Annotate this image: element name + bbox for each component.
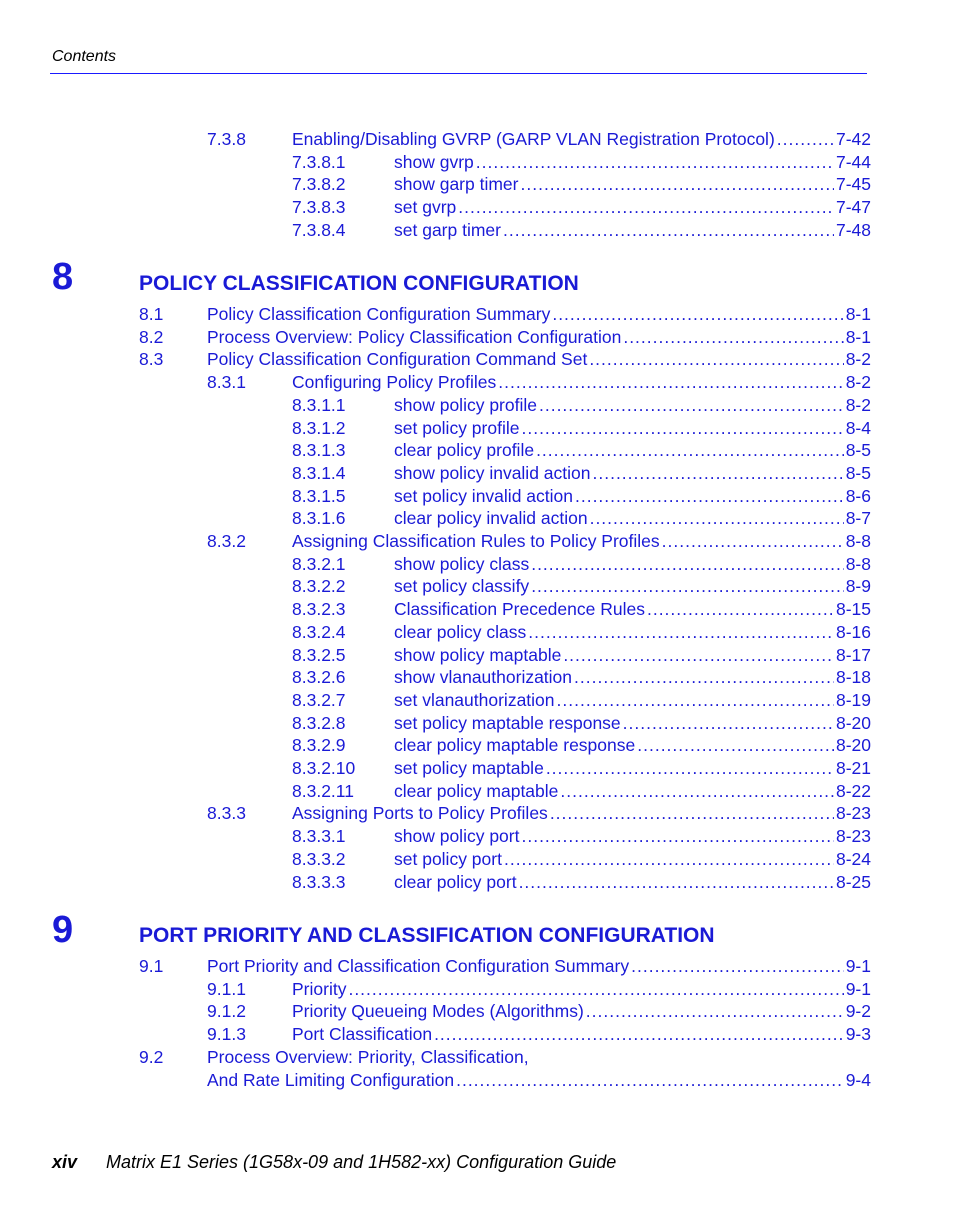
toc-entry-page: 8-24 bbox=[835, 848, 871, 869]
toc-leader-dots bbox=[575, 485, 844, 508]
toc-entry-page: 8-19 bbox=[835, 689, 871, 710]
toc-entry-title: Process Overview: Priority, Classification, bbox=[207, 1046, 529, 1067]
toc-entry-number: 9.2 bbox=[139, 1046, 164, 1067]
toc-entry[interactable] bbox=[139, 303, 871, 326]
toc-leader-dots bbox=[557, 689, 834, 712]
toc-entry-title: set policy profile bbox=[394, 417, 520, 438]
toc-entry-title: And Rate Limiting Configuration bbox=[207, 1069, 455, 1090]
toc-entry-page: 7-45 bbox=[835, 174, 871, 195]
toc-entry-number: 8.3.2.8 bbox=[292, 712, 346, 733]
toc-entry[interactable] bbox=[292, 825, 871, 848]
toc-entry-page: 9-1 bbox=[845, 956, 871, 976]
page-header-label: Contents bbox=[52, 48, 117, 65]
toc-entry-number: 9.1.2 bbox=[207, 1001, 246, 1022]
toc-entry[interactable] bbox=[292, 644, 871, 667]
toc-leader-dots bbox=[458, 196, 834, 219]
toc-leader-dots bbox=[623, 326, 843, 349]
toc-entry-page: 8-8 bbox=[845, 531, 871, 551]
toc-entry[interactable] bbox=[292, 848, 871, 871]
toc-entry[interactable] bbox=[292, 689, 871, 712]
toc-leader-dots bbox=[531, 553, 844, 576]
toc-entry-title: set gvrp bbox=[394, 197, 457, 218]
toc-entry-page: 8-17 bbox=[835, 644, 871, 665]
toc-entry-number: 8.3.1.2 bbox=[292, 417, 346, 438]
toc-entry-number: 8.3.2.9 bbox=[292, 735, 346, 756]
toc-entry-title: Policy Classification Configuration Summary bbox=[207, 304, 551, 324]
chapter-title[interactable]: PORT PRIORITY AND CLASSIFICATION CONFIGURATION bbox=[139, 924, 715, 947]
toc-entry[interactable] bbox=[207, 530, 871, 553]
toc-entry[interactable] bbox=[292, 621, 871, 644]
toc-entry[interactable] bbox=[292, 462, 871, 485]
toc-entry-title: Process Overview: Policy Classification Configuration bbox=[207, 326, 622, 347]
toc-entry-page: 9-2 bbox=[845, 1001, 871, 1022]
toc-entry-number: 8.3.2.5 bbox=[292, 644, 346, 665]
toc-leader-dots bbox=[504, 848, 834, 871]
toc-entry-number: 7.3.8.2 bbox=[292, 174, 346, 195]
toc-leader-dots bbox=[550, 802, 834, 825]
toc-entry-title: show policy profile bbox=[394, 394, 537, 415]
toc-entry-page: 8-4 bbox=[845, 417, 871, 438]
toc-leader-dots bbox=[531, 575, 844, 598]
toc-entry[interactable] bbox=[292, 394, 871, 417]
toc-entry-title: Port Priority and Classification Configuration Summary bbox=[207, 956, 630, 976]
toc-entry-page: 8-6 bbox=[845, 485, 871, 506]
toc-entry-number: 8.3.1.3 bbox=[292, 440, 346, 461]
toc-entry-number: 8.3.2.7 bbox=[292, 689, 346, 710]
toc-entry-page: 7-44 bbox=[835, 151, 871, 172]
toc-entry[interactable] bbox=[292, 666, 871, 689]
toc-leader-dots bbox=[348, 978, 843, 1001]
toc-entry[interactable] bbox=[292, 734, 871, 757]
toc-entry-page: 8-5 bbox=[845, 440, 871, 461]
footer-page-number: xiv bbox=[52, 1152, 78, 1172]
toc-entry[interactable] bbox=[292, 196, 871, 219]
chapter-title[interactable]: POLICY CLASSIFICATION CONFIGURATION bbox=[139, 272, 579, 295]
toc-entry-number: 8.3.2 bbox=[207, 531, 246, 551]
toc-entry-number: 7.3.8 bbox=[207, 129, 246, 149]
toc-leader-dots bbox=[560, 780, 834, 803]
toc-entry[interactable] bbox=[207, 128, 871, 151]
toc-entry-page: 8-2 bbox=[845, 394, 871, 415]
toc-entry-title: Priority bbox=[292, 978, 347, 999]
toc-entry-number: 8.3.3.1 bbox=[292, 826, 346, 847]
toc-leader-dots bbox=[521, 417, 843, 440]
toc-entry[interactable] bbox=[292, 151, 871, 174]
toc-leader-dots bbox=[637, 734, 834, 757]
toc-entry-page: 9-4 bbox=[845, 1069, 871, 1090]
toc-entry-page: 8-7 bbox=[845, 508, 871, 529]
toc-entry-page: 8-23 bbox=[835, 826, 871, 847]
toc-entry-number: 7.3.8.3 bbox=[292, 197, 346, 218]
toc-leader-dots bbox=[777, 128, 834, 151]
toc-leader-dots bbox=[456, 1069, 844, 1092]
toc-leader-dots bbox=[563, 644, 834, 667]
toc-entry[interactable] bbox=[139, 326, 871, 349]
toc-entry-number: 8.3.1.4 bbox=[292, 462, 346, 483]
toc-entry[interactable] bbox=[292, 173, 871, 196]
toc-leader-dots bbox=[552, 303, 843, 326]
toc-entry-title: Classification Precedence Rules bbox=[394, 599, 645, 620]
toc-entry-number: 8.3.2.3 bbox=[292, 599, 346, 620]
toc-leader-dots bbox=[593, 462, 844, 485]
toc-entry-page: 8-23 bbox=[835, 803, 871, 824]
toc-entry-number: 8.3.1.5 bbox=[292, 485, 346, 506]
toc-entry-page: 9-3 bbox=[845, 1024, 871, 1045]
toc-entry[interactable] bbox=[292, 507, 871, 530]
toc-entry-title: set garp timer bbox=[394, 219, 501, 240]
toc-entry-title: show garp timer bbox=[394, 174, 519, 195]
toc-entry-title: Priority Queueing Modes (Algorithms) bbox=[292, 1001, 584, 1022]
toc-entry-number: 8.3.1.1 bbox=[292, 394, 346, 415]
toc-entry-number: 8.3.2.10 bbox=[292, 758, 356, 778]
toc-entry-number: 8.3.2.4 bbox=[292, 621, 346, 642]
toc-entry-title: set policy maptable response bbox=[394, 712, 621, 733]
toc-entry-title: clear policy port bbox=[394, 871, 517, 892]
toc-entry-page: 8-2 bbox=[845, 372, 871, 393]
toc-entry-number: 8.1 bbox=[139, 304, 164, 324]
toc-entry[interactable] bbox=[292, 485, 871, 508]
toc-leader-dots bbox=[521, 173, 834, 196]
toc-entry-number: 9.1 bbox=[139, 956, 164, 976]
toc-entry[interactable] bbox=[292, 712, 871, 735]
toc-leader-dots bbox=[574, 666, 834, 689]
toc-entry-title: show policy invalid action bbox=[394, 462, 591, 483]
toc-entry[interactable] bbox=[139, 348, 871, 371]
toc-entry-number: 8.3.1.6 bbox=[292, 508, 346, 529]
toc-entry-page: 7-42 bbox=[835, 129, 871, 149]
toc-entry-number: 7.3.8.4 bbox=[292, 219, 346, 240]
toc-leader-dots bbox=[528, 621, 834, 644]
toc-entry-page: 8-20 bbox=[835, 735, 871, 756]
toc-entry-title: show policy maptable bbox=[394, 644, 562, 665]
toc-entry-page: 8-21 bbox=[835, 758, 871, 778]
toc-leader-dots bbox=[476, 151, 834, 174]
toc-entry-number: 8.3 bbox=[139, 349, 164, 370]
toc-entry-page: 8-1 bbox=[845, 304, 871, 324]
toc-entry-title: clear policy maptable response bbox=[394, 735, 636, 756]
toc-entry-number: 8.3.3.3 bbox=[292, 871, 346, 892]
toc-leader-dots bbox=[647, 598, 834, 621]
toc-entry-number: 7.3.8.1 bbox=[292, 151, 346, 172]
toc-entry-page: 7-48 bbox=[835, 219, 871, 240]
toc-entry-number: 8.3.1 bbox=[207, 372, 246, 393]
toc-entry[interactable] bbox=[207, 371, 871, 394]
toc-entry[interactable] bbox=[292, 439, 871, 462]
toc-leader-dots bbox=[586, 1000, 844, 1023]
toc-entry-title: set policy classify bbox=[394, 576, 530, 597]
toc-entry[interactable] bbox=[292, 598, 871, 621]
chapter-number: 8 bbox=[52, 256, 74, 298]
toc-entry-page: 8-18 bbox=[835, 667, 871, 688]
toc-entry-page: 8-1 bbox=[845, 326, 871, 347]
toc-entry-number: 9.1.1 bbox=[207, 978, 246, 999]
toc-entry-number: 8.3.2.6 bbox=[292, 667, 346, 688]
toc-leader-dots bbox=[536, 439, 844, 462]
toc-entry[interactable] bbox=[292, 780, 871, 803]
toc-leader-dots bbox=[631, 955, 844, 978]
toc-entry-title: Port Classification bbox=[292, 1024, 433, 1045]
toc-entry-title: Policy Classification Configuration Command Set bbox=[207, 349, 588, 370]
toc-leader-dots bbox=[590, 507, 844, 530]
toc-leader-dots bbox=[539, 394, 844, 417]
toc-entry[interactable] bbox=[292, 553, 871, 576]
toc-entry-number: 8.2 bbox=[139, 326, 164, 347]
toc-entry-number: 8.3.2.2 bbox=[292, 576, 346, 597]
toc-entry-title: Enabling/Disabling GVRP (GARP VLAN Registration Protocol) bbox=[292, 129, 775, 149]
toc-entry-title: show policy class bbox=[394, 553, 530, 574]
toc-leader-dots bbox=[662, 530, 844, 553]
toc-entry[interactable] bbox=[292, 871, 871, 894]
toc-entry-page: 8-16 bbox=[835, 621, 871, 642]
toc-entry-title: set policy invalid action bbox=[394, 485, 573, 506]
toc-entry-page: 8-25 bbox=[835, 871, 871, 892]
toc-entry-number: 8.3.2.11 bbox=[292, 780, 354, 801]
toc-entry-title: Assigning Classification Rules to Policy Profiles bbox=[292, 531, 660, 551]
chapter-number: 9 bbox=[52, 909, 74, 951]
toc-entry-title: Assigning Ports to Policy Profiles bbox=[292, 803, 548, 824]
toc-entry[interactable] bbox=[207, 1023, 871, 1046]
toc-leader-dots bbox=[623, 712, 834, 735]
toc-entry-title: set vlanauthorization bbox=[394, 689, 555, 710]
toc-entry-page: 8-15 bbox=[835, 599, 871, 620]
header-rule bbox=[50, 73, 867, 74]
toc-leader-dots bbox=[589, 348, 843, 371]
toc-entry-page: 9-1 bbox=[845, 978, 871, 999]
toc-entry[interactable] bbox=[207, 1000, 871, 1023]
toc-entry-number: 8.3.2.1 bbox=[292, 553, 346, 574]
toc-entry-title: show vlanauthorization bbox=[394, 667, 573, 688]
toc-entry-title: clear policy maptable bbox=[394, 780, 559, 801]
toc-entry-title: clear policy class bbox=[394, 621, 527, 642]
toc-entry[interactable] bbox=[207, 802, 871, 825]
toc-entry-title: show policy port bbox=[394, 826, 520, 847]
toc-entry-number: 9.1.3 bbox=[207, 1024, 246, 1045]
toc-entry[interactable] bbox=[139, 955, 871, 978]
toc-entry[interactable] bbox=[292, 575, 871, 598]
toc-entry-page: 8-8 bbox=[845, 553, 871, 574]
toc-entry-page: 8-2 bbox=[845, 349, 871, 370]
toc-leader-dots bbox=[519, 871, 834, 894]
toc-entry[interactable] bbox=[292, 219, 871, 242]
toc-entry-title: show gvrp bbox=[394, 151, 474, 172]
toc-entry-page: 7-47 bbox=[835, 197, 871, 218]
toc-entry-title: clear policy profile bbox=[394, 440, 535, 461]
toc-leader-dots bbox=[521, 825, 833, 848]
toc-leader-dots bbox=[498, 371, 843, 394]
toc-entry[interactable] bbox=[139, 1069, 871, 1092]
toc-entry-page: 8-9 bbox=[845, 576, 871, 597]
toc-entry-page: 8-20 bbox=[835, 712, 871, 733]
toc-entry-number: 8.3.3.2 bbox=[292, 848, 346, 869]
toc-entry-page: 8-22 bbox=[835, 780, 871, 801]
toc-entry-title: clear policy invalid action bbox=[394, 508, 588, 529]
toc-entry-title: Configuring Policy Profiles bbox=[292, 372, 497, 393]
toc-entry[interactable] bbox=[207, 978, 871, 1001]
toc-entry-page: 8-5 bbox=[845, 462, 871, 483]
toc-leader-dots bbox=[434, 1023, 844, 1046]
footer-book-title: Matrix E1 Series (1G58x-09 and 1H582-xx) Configuration Guide bbox=[106, 1152, 617, 1172]
toc-entry-title: set policy maptable bbox=[394, 758, 544, 778]
toc-entry[interactable] bbox=[139, 1046, 871, 1069]
toc-entry[interactable] bbox=[292, 757, 871, 780]
toc-leader-dots bbox=[546, 757, 834, 780]
toc-leader-dots bbox=[503, 219, 834, 242]
toc-entry-number: 8.3.3 bbox=[207, 803, 246, 824]
toc-entry[interactable] bbox=[292, 417, 871, 440]
toc-entry-title: set policy port bbox=[394, 848, 502, 869]
